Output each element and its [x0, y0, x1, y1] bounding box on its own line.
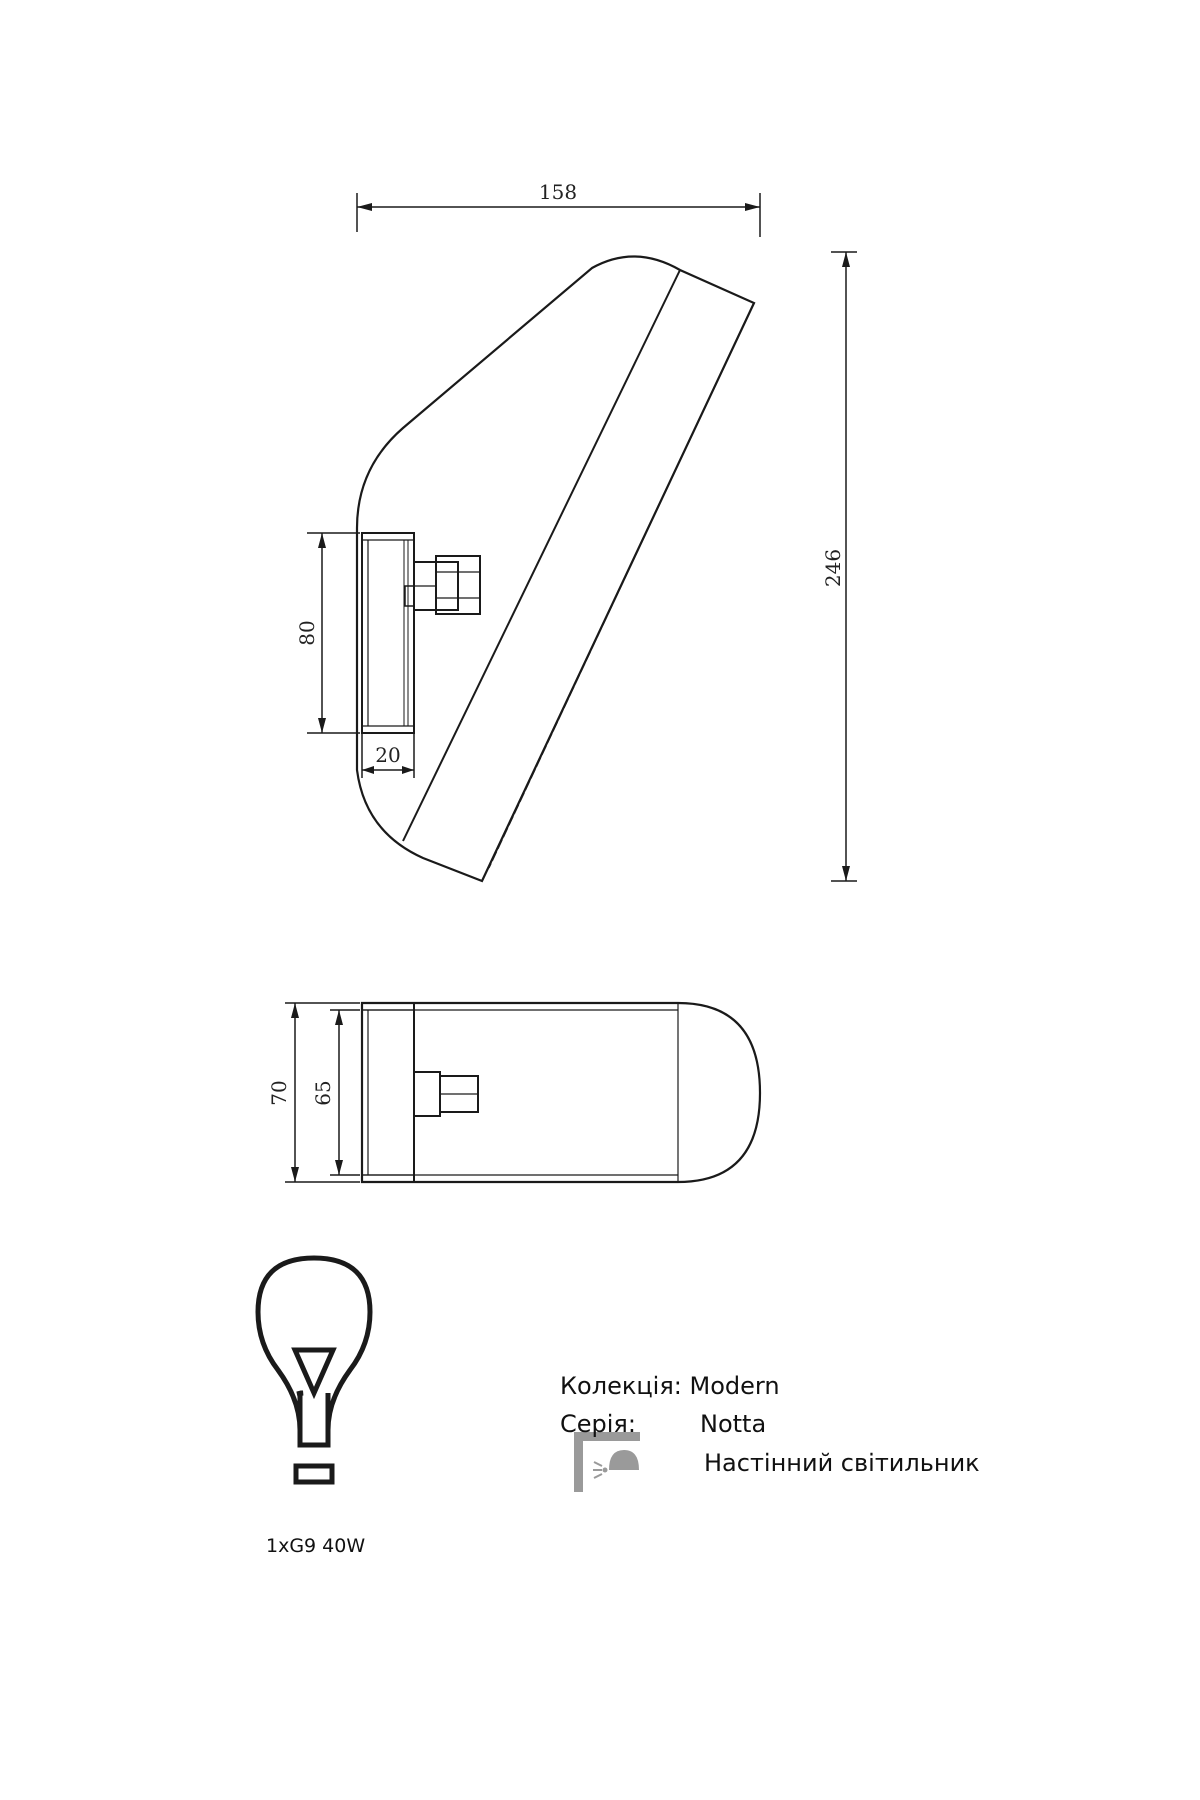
dimension-bracket-height-label: 80 [295, 620, 319, 646]
top-view [267, 1003, 760, 1182]
dimension-depth-outer-label: 70 [267, 1080, 291, 1106]
dimension-bracket-height [295, 533, 360, 733]
dimension-depth-inner [311, 1010, 360, 1175]
lamp-body-outline [357, 256, 754, 881]
lamp-holder [414, 556, 480, 614]
top-view-body [362, 1003, 760, 1182]
lamp-spec-label: 1xG9 40W [266, 1535, 366, 1557]
dimension-width-label: 158 [538, 180, 578, 204]
collection-value: Modern [689, 1372, 780, 1400]
series-value: Notta [700, 1410, 767, 1438]
dimension-width-top [357, 180, 760, 237]
front-view [295, 180, 857, 881]
dimension-depth-inner-label: 65 [311, 1080, 335, 1106]
light-bulb-icon [258, 1258, 370, 1482]
wall-lamp-icon [574, 1432, 640, 1492]
series-row [560, 1410, 767, 1438]
series-label: Серія: [560, 1410, 636, 1438]
dimension-bracket-width [362, 733, 414, 778]
collection-row [560, 1372, 780, 1400]
dimension-height-label: 246 [821, 548, 845, 588]
collection-label: Колекція: [560, 1372, 682, 1400]
dimension-bracket-width-label: 20 [375, 743, 401, 767]
product-type: Настінний світильник [704, 1449, 980, 1477]
wall-bracket [362, 533, 414, 733]
dimension-height [821, 252, 857, 881]
